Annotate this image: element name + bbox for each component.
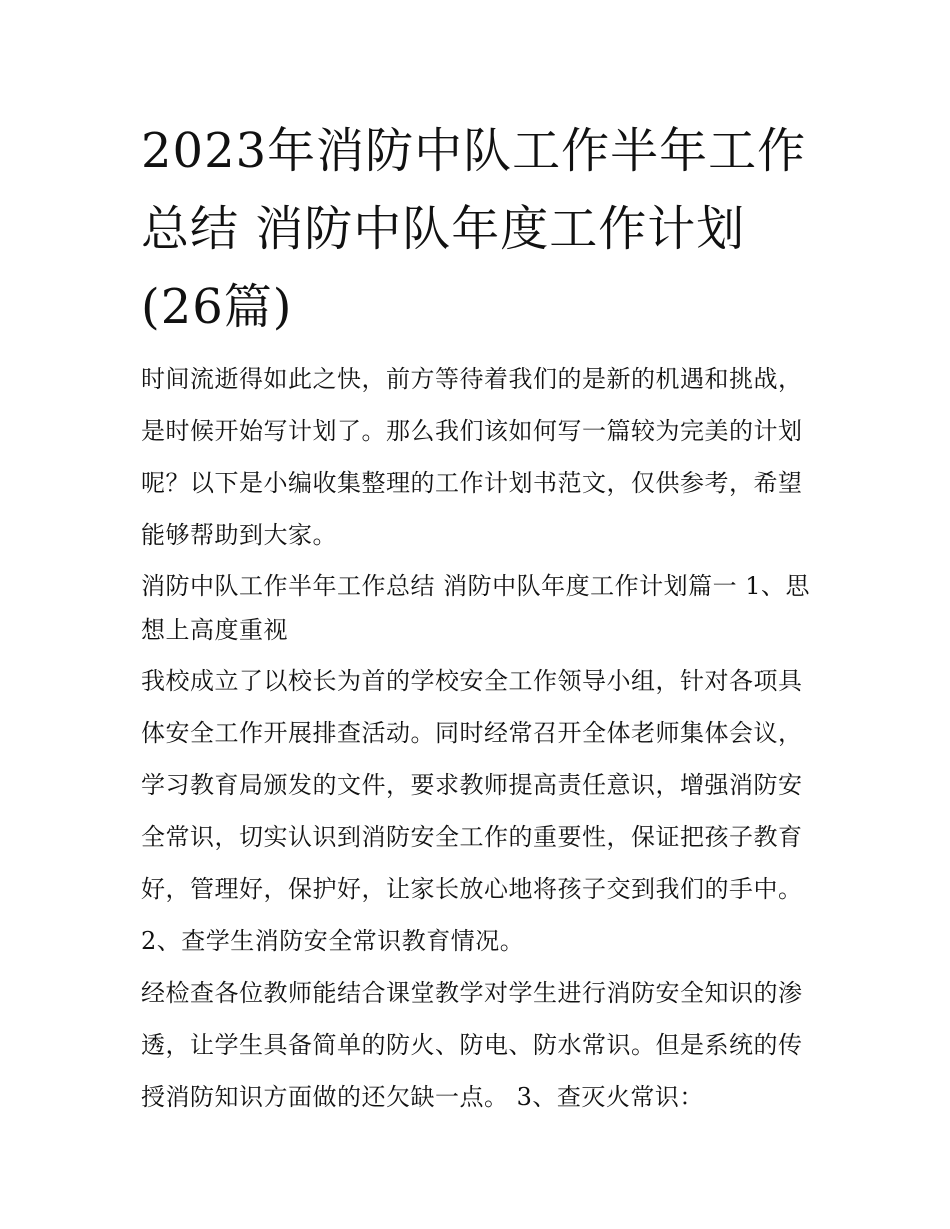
body-paragraph [141,967,813,1123]
text-line: 消防中队工作半年工作总结 消防中队年度工作计划篇一 1、思 [141,572,811,600]
intro-paragraph [141,353,813,561]
section-heading-paragraph [141,561,813,655]
text-line: 2、查学生消防安全常识教育情况。 [141,927,525,955]
text-line: 经检查各位教师能结合课堂教学对学生进行消防安全知识的渗 [141,979,803,1007]
text-line: 学习教育局颁发的文件，要求教师提高责任意识，增强消防安 [141,771,803,799]
title-line: 2023年消防中队工作半年工作 [141,123,807,179]
text-line: 是时候开始写计划了。那么我们该如何写一篇较为完美的计划 [141,417,803,445]
document-body [141,353,813,1123]
document-title [141,112,821,346]
text-line: 时间流逝得如此之快，前方等待着我们的是新的机遇和挑战， [141,365,803,393]
text-line: 能够帮助到大家。 [141,521,337,549]
body-paragraph [141,915,813,967]
text-line: 透，让学生具备简单的防火、防电、防水常识。但是系统的传 [141,1031,803,1059]
title-line: 总结 消防中队年度工作计划 [141,201,746,257]
text-line: 授消防知识方面做的还欠缺一点。 3、查灭火常识： [141,1083,704,1111]
body-paragraph [141,655,813,915]
text-line: 好，管理好，保护好，让家长放心地将孩子交到我们的手中。 [141,875,803,903]
text-line: 我校成立了以校长为首的学校安全工作领导小组，针对各项具 [141,667,803,695]
text-line: 全常识，切实认识到消防安全工作的重要性，保证把孩子教育 [141,823,803,851]
title-line: (26篇) [141,279,293,335]
text-line: 体安全工作开展排查活动。同时经常召开全体老师集体会议， [141,719,803,747]
text-line: 想上高度重视 [141,616,288,644]
text-line: 呢？以下是小编收集整理的工作计划书范文，仅供参考，希望 [141,469,803,497]
